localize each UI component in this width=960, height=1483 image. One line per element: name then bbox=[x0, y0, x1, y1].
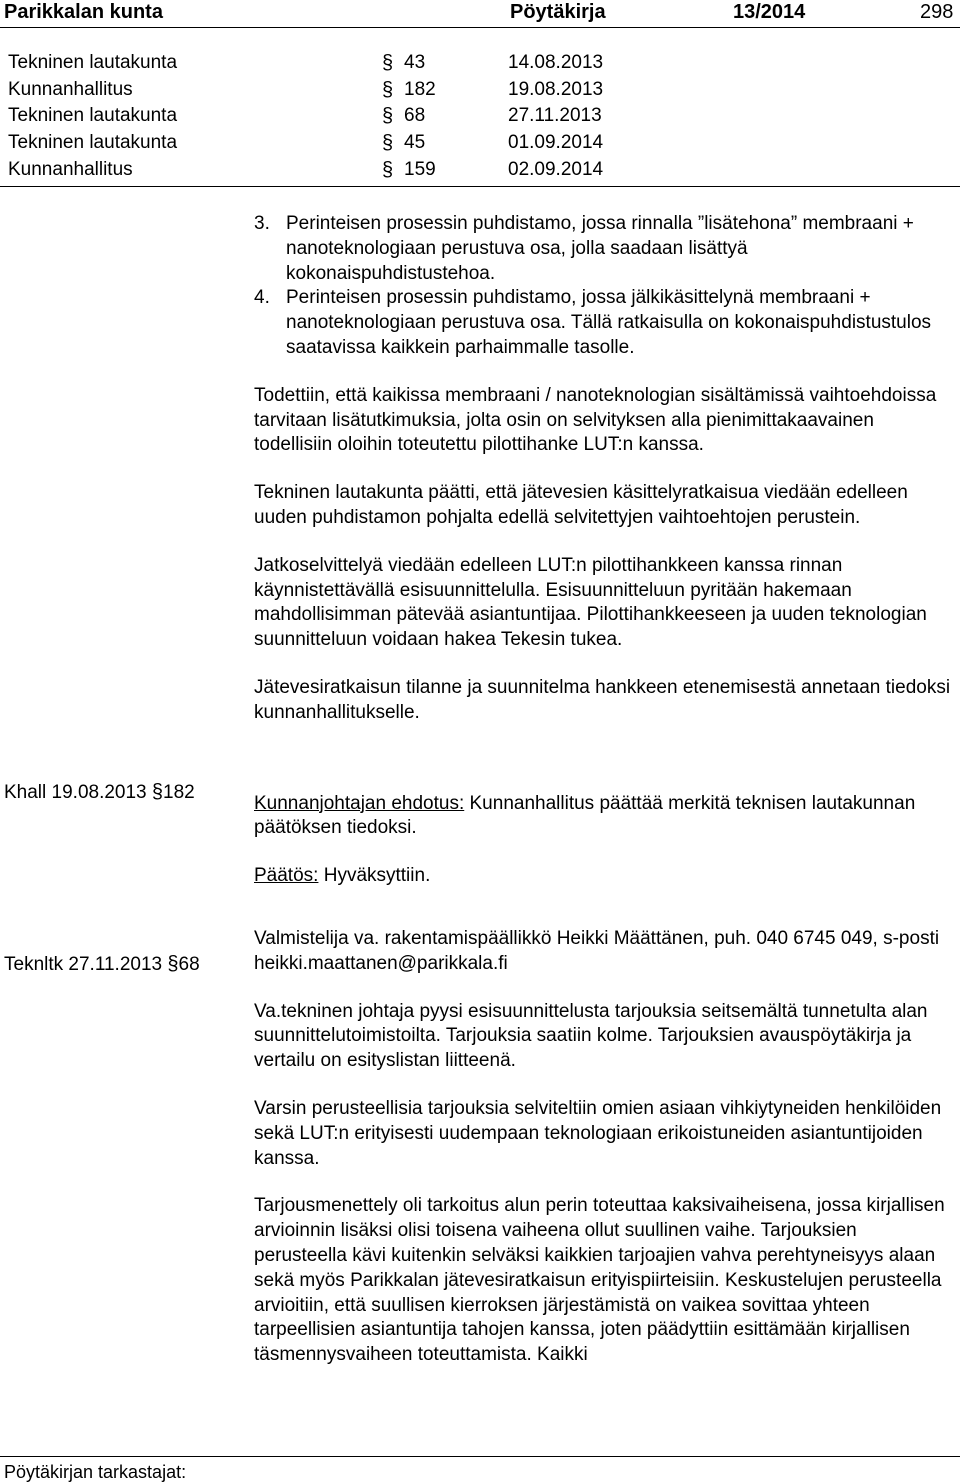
section-sign-icon: § bbox=[382, 78, 394, 101]
list-item bbox=[254, 286, 954, 360]
list-text: Perinteisen prosessin puhdistamo, jossa jälkikäsittelynä membraani + nanoteknologiaan perustuva osa. Tällä ratkaisulla on kokonaispuhdistustulos saatavissa kaikkein parhaimmalle tasolle. bbox=[286, 287, 932, 358]
issue-number: 13/2014 bbox=[733, 1, 806, 23]
history-divider bbox=[0, 186, 960, 187]
history-row bbox=[0, 130, 700, 157]
list-item bbox=[254, 212, 954, 286]
teknltk-side-label bbox=[4, 952, 200, 977]
footer-label: Pöytäkirjan tarkastajat: bbox=[4, 1462, 187, 1482]
side-label-number: 182 bbox=[163, 782, 195, 803]
khall-side-label bbox=[4, 780, 195, 805]
list-marker: 4. bbox=[254, 287, 270, 309]
paragraph: Todettiin, että kaikissa membraani / nanoteknologian sisältämissä vaihtoehdoissa tarvitaan lisätutkimuksia, jolta osin on selvityksen alla pienimittakaavainen todellisiin oloihin toteutettu pilottihanke LUT:n kanssa. bbox=[254, 384, 937, 456]
section-sign-icon: § bbox=[151, 781, 164, 803]
history-row bbox=[0, 77, 700, 104]
page-header bbox=[0, 0, 960, 26]
list-text: Perinteisen prosessin puhdistamo, jossa rinnalla ”lisätehona” membraani + nanoteknologiaan perustuva osa, jolla saadaan lisättyä kokonaispuhdistustehoa. bbox=[286, 213, 914, 284]
header-divider bbox=[0, 27, 960, 28]
section-sign-icon: § bbox=[382, 105, 394, 128]
history-date: 14.08.2013 bbox=[508, 52, 604, 73]
footer-divider bbox=[0, 1456, 960, 1457]
main-content bbox=[254, 212, 954, 1391]
history-row bbox=[0, 157, 700, 184]
section-sign-icon: § bbox=[382, 158, 394, 181]
history-number: 159 bbox=[404, 158, 436, 180]
organization-name: Parikkalan kunta bbox=[4, 1, 163, 23]
history-body: Tekninen lautakunta bbox=[8, 105, 178, 127]
decision-text: Hyväksyttiin. bbox=[318, 865, 431, 887]
history-body: Kunnanhallitus bbox=[8, 78, 133, 100]
history-row bbox=[0, 50, 700, 77]
paragraph: Varsin perusteellisia tarjouksia selviteltiin omien asiaan vihkiytyneiden henkilöiden sekä LUT:n erityisesti uudempaan teknologiaan erikoistuneiden asiantuntijoiden kanssa. bbox=[254, 1097, 942, 1169]
decision-label: Päätös: bbox=[254, 865, 319, 887]
list-marker: 3. bbox=[254, 213, 270, 234]
history-date: 01.09.2014 bbox=[508, 132, 604, 154]
history-number: 68 bbox=[404, 105, 426, 127]
side-label-text: Teknltk 27.11.2013 bbox=[4, 954, 163, 975]
paragraph: Va.tekninen johtaja pyysi esisuunnittelusta tarjouksia seitsemältä tunnetulta alan suunnittelutoimistoilta. Tarjouksia saatiin kolme. Tarjouksien avauspöytäkirja ja vertailu on esityslistan liitteenä. bbox=[254, 1000, 928, 1072]
side-label-text: Khall 19.08.2013 bbox=[4, 782, 147, 803]
history-date: 27.11.2013 bbox=[508, 105, 602, 127]
paragraph: Tarjousmenettely oli tarkoitus alun perin toteuttaa kaksivaiheisena, jossa kirjallisen arvioinnin lisäksi olisi toisena vaiheena ollut suullinen vaihe. Tarjouksien perusteella kävi kuitenkin selväksi kaikkien tarjoajien vahva perehtyneisyys alaan sekä myös Parikkalan jätevesiratkaisun erityispiirteisiin. Keskustelujen perusteella arvioitiin, että suullisen kierroksen järjestämistä on vaikea sovittaa yhteen tarpeellisien asiantuntija tahojen kanssa, joten päädyttiin esittämään kirjallisen täsmennysvaiheen toteuttamista. Kaikki bbox=[254, 1195, 945, 1366]
section-sign-icon: § bbox=[382, 132, 394, 155]
history-body: Tekninen lautakunta bbox=[8, 132, 178, 154]
section-sign-icon: § bbox=[382, 52, 394, 74]
decision-paragraph bbox=[254, 864, 954, 889]
history-number: 182 bbox=[404, 78, 436, 100]
proposal-text: Kunnanhallitus päättää merkitä teknisen lautakunnan päätöksen tiedoksi. bbox=[254, 792, 916, 839]
document-type: Pöytäkirja bbox=[510, 1, 606, 23]
paragraph: Jätevesiratkaisun tilanne ja suunnitelma hankkeen etenemisestä annetaan tiedoksi kunnanhallitukselle. bbox=[254, 676, 951, 723]
section-sign-icon: § bbox=[167, 953, 179, 975]
side-label-number: 68 bbox=[178, 954, 200, 975]
history-row bbox=[0, 103, 700, 130]
history-body: Kunnanhallitus bbox=[8, 158, 133, 180]
history-number: 43 bbox=[404, 52, 426, 73]
paragraph: Tekninen lautakunta päätti, että jätevesien käsittelyratkaisua viedään edelleen uuden puhdistamon pohjalta edellä selvitettyjen vaihtoehtojen perustein. bbox=[254, 482, 908, 528]
history-date: 02.09.2014 bbox=[508, 158, 604, 180]
proposal-paragraph bbox=[254, 792, 954, 842]
page-number: 298 bbox=[920, 1, 954, 23]
proposal-label: Kunnanjohtajan ehdotus: bbox=[254, 792, 465, 814]
preparer-paragraph: Valmistelija va. rakentamispäällikkö Heikki Määttänen, puh. 040 6745 049, s-posti heikki.maattanen@parikkala.fi bbox=[254, 927, 940, 974]
handling-history bbox=[0, 50, 700, 183]
history-number: 45 bbox=[404, 132, 426, 154]
paragraph: Jatkoselvittelyä viedään edelleen LUT:n pilottihankkeen kanssa rinnan käynnistettävällä esisuunnittelulla. Esisuunnitteluun pyritään hakemaan mahdollisimman pätevää asiantuntijaa. Pilottihankkeeseen ja uuden teknologian suunnitteluun voidaan hakea Tekesin tukea. bbox=[254, 554, 927, 651]
history-body: Tekninen lautakunta bbox=[8, 52, 178, 73]
history-date: 19.08.2013 bbox=[508, 78, 604, 100]
